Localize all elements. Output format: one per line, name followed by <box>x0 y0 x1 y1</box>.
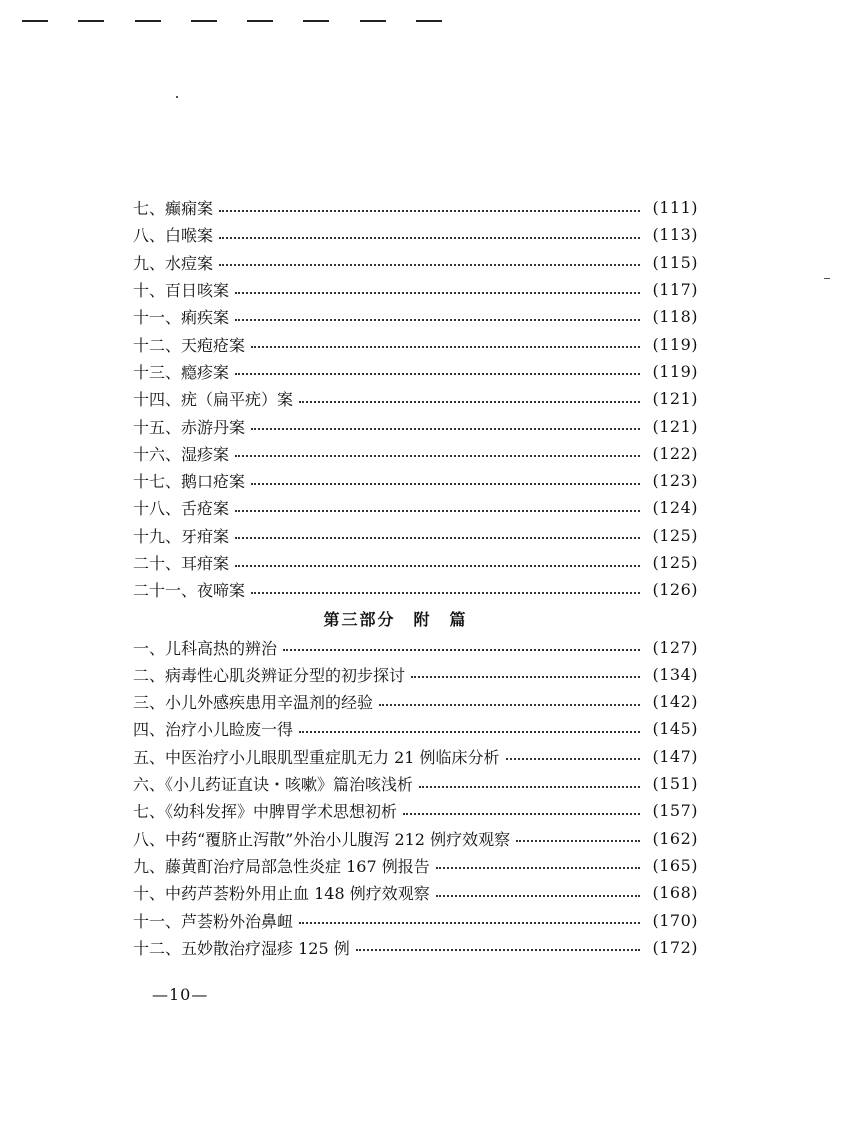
table-of-contents <box>133 194 698 961</box>
dot-leader <box>299 731 640 733</box>
toc-entry-title: 二、病毒性心肌炎辨证分型的初步探讨 <box>133 665 406 685</box>
dot-leader <box>436 867 640 869</box>
toc-entry-title: 十六、湿疹案 <box>133 444 230 464</box>
toc-entry <box>133 467 698 494</box>
toc-entry <box>133 743 698 770</box>
toc-entry-page: (147) <box>652 746 698 766</box>
toc-entry-title: 五、中医治疗小儿眼肌型重症肌无力 21 例临床分析 <box>133 747 500 767</box>
dot-leader <box>506 758 640 760</box>
toc-entry <box>133 934 698 961</box>
toc-entry-title: 十七、鹅口疮案 <box>133 472 246 492</box>
toc-entry-page: (115) <box>652 252 698 272</box>
toc-entry-page: (172) <box>652 937 698 957</box>
toc-entry <box>133 770 698 797</box>
dot-leader <box>251 346 640 348</box>
toc-entry <box>133 330 698 357</box>
toc-entry-page: (121) <box>652 416 698 436</box>
toc-entry-page: (168) <box>652 883 698 903</box>
dot-leader <box>356 949 640 951</box>
toc-entry-title: 八、中药“覆脐止泻散”外治小儿腹泻 212 例疗效观察 <box>133 829 511 849</box>
toc-entry-title: 六、《小儿药证直诀・咳嗽》篇治咳浅析 <box>133 775 414 795</box>
toc-entry <box>133 221 698 248</box>
toc-entry-title: 十、中药芦荟粉外用止血 148 例疗效观察 <box>133 884 430 904</box>
toc-entry-title: 九、藤黄酊治疗局部急性炎症 167 例报告 <box>133 856 430 876</box>
toc-entry-page: (162) <box>652 828 698 848</box>
toc-entry <box>133 249 698 276</box>
toc-entry-title: 八、白喉案 <box>133 226 214 246</box>
dot-leader <box>235 319 640 321</box>
toc-entry <box>133 879 698 906</box>
toc-entry-page: (118) <box>652 307 698 327</box>
toc-entry <box>133 852 698 879</box>
toc-entry-title: 二十一、夜啼案 <box>133 581 246 601</box>
toc-entry <box>133 661 698 688</box>
toc-entry-title: 七、癫痫案 <box>133 199 214 219</box>
dot-leader <box>235 292 640 294</box>
toc-entry-title: 二十、耳疳案 <box>133 554 230 573</box>
toc-entry <box>133 906 698 933</box>
toc-entry <box>133 412 698 439</box>
section-title: 第三部分 附 篇 <box>323 609 468 629</box>
toc-entry <box>133 522 698 549</box>
toc-entry <box>133 194 698 221</box>
dot-leader <box>219 210 640 212</box>
toc-entry-page: (121) <box>652 389 698 409</box>
toc-entry-title: 九、水痘案 <box>133 253 214 273</box>
dot-leader <box>235 455 640 457</box>
toc-entry-title: 十四、疣（扁平疣）案 <box>133 390 294 410</box>
toc-entry-page: (125) <box>652 553 698 572</box>
toc-entry-title: 十三、瘾疹案 <box>133 362 230 382</box>
toc-entry-title: 十五、赤游丹案 <box>133 417 246 437</box>
dot-leader <box>419 786 640 788</box>
toc-entry-title: 十、百日咳案 <box>133 281 230 301</box>
dot-leader <box>299 401 640 403</box>
toc-entry <box>133 303 698 330</box>
toc-entry-page: (126) <box>652 580 698 600</box>
toc-entry <box>133 276 698 303</box>
toc-entry-page: (122) <box>652 443 698 463</box>
scan-speck <box>176 96 178 98</box>
top-dashed-rule <box>22 20 442 34</box>
toc-entry-page: (123) <box>652 471 698 491</box>
toc-entry-page: (142) <box>652 692 698 712</box>
toc-entry-title: 十八、舌疮案 <box>133 499 230 519</box>
toc-entry <box>133 494 698 521</box>
toc-entry-page: (111) <box>652 198 698 218</box>
dot-leader <box>403 813 640 815</box>
toc-entry-title: 七、《幼科发挥》中脾胃学术思想初析 <box>133 802 398 822</box>
toc-entry <box>133 797 698 824</box>
dot-leader <box>516 840 640 842</box>
dot-leader <box>283 649 640 651</box>
dot-leader <box>251 428 640 430</box>
toc-entry-title: 十一、芦荟粉外治鼻衄 <box>133 911 294 931</box>
toc-entry-title: 十一、痢疾案 <box>133 308 230 328</box>
dot-leader <box>436 895 640 897</box>
dot-leader <box>411 676 640 678</box>
toc-entry <box>133 715 698 742</box>
toc-entry-page: (157) <box>652 801 698 821</box>
toc-entry-page: (119) <box>652 334 698 354</box>
toc-entry <box>133 576 698 603</box>
scan-speck <box>824 278 830 279</box>
footer-page-number: —10— <box>152 985 209 1004</box>
toc-entry-page: (134) <box>652 664 698 684</box>
toc-entry <box>133 549 698 576</box>
dot-leader <box>219 264 640 266</box>
toc-entry-title: 四、治疗小儿睑废一得 <box>133 720 294 740</box>
toc-entry-title: 三、小儿外感疾患用辛温剂的经验 <box>133 693 374 713</box>
toc-entry-title: 十九、牙疳案 <box>133 526 230 546</box>
part3-entry-list <box>133 633 698 961</box>
toc-entry-page: (125) <box>652 525 698 545</box>
toc-entry <box>133 385 698 412</box>
toc-entry <box>133 440 698 467</box>
dot-leader <box>251 592 640 594</box>
dot-leader <box>235 565 640 567</box>
toc-entry-page: (117) <box>652 280 698 300</box>
toc-entry <box>133 358 698 385</box>
dot-leader <box>235 537 640 539</box>
dot-leader <box>235 373 640 375</box>
toc-entry-page: (145) <box>652 719 698 739</box>
toc-entry-title: 一、儿科高热的辨治 <box>133 638 278 658</box>
toc-entry <box>133 825 698 852</box>
toc-entry <box>133 688 698 715</box>
toc-entry-page: (151) <box>652 774 698 794</box>
dot-leader <box>235 510 640 512</box>
toc-entry-page: (165) <box>652 855 698 875</box>
toc-entry-title: 十二、天疱疮案 <box>133 335 246 355</box>
toc-entry-title: 十二、五妙散治疗湿疹 125 例 <box>133 938 350 958</box>
dot-leader <box>251 483 640 485</box>
toc-entry-page: (124) <box>652 498 698 518</box>
toc-entry-page: (113) <box>652 225 698 245</box>
toc-entry <box>133 633 698 660</box>
dot-leader <box>379 704 640 706</box>
dot-leader <box>299 922 640 924</box>
toc-entry-page: (119) <box>652 361 698 381</box>
dot-leader <box>219 237 640 239</box>
toc-entry-page: (127) <box>652 637 698 657</box>
toc-entry-page: (170) <box>652 910 698 930</box>
part1-entry-list <box>133 194 698 603</box>
